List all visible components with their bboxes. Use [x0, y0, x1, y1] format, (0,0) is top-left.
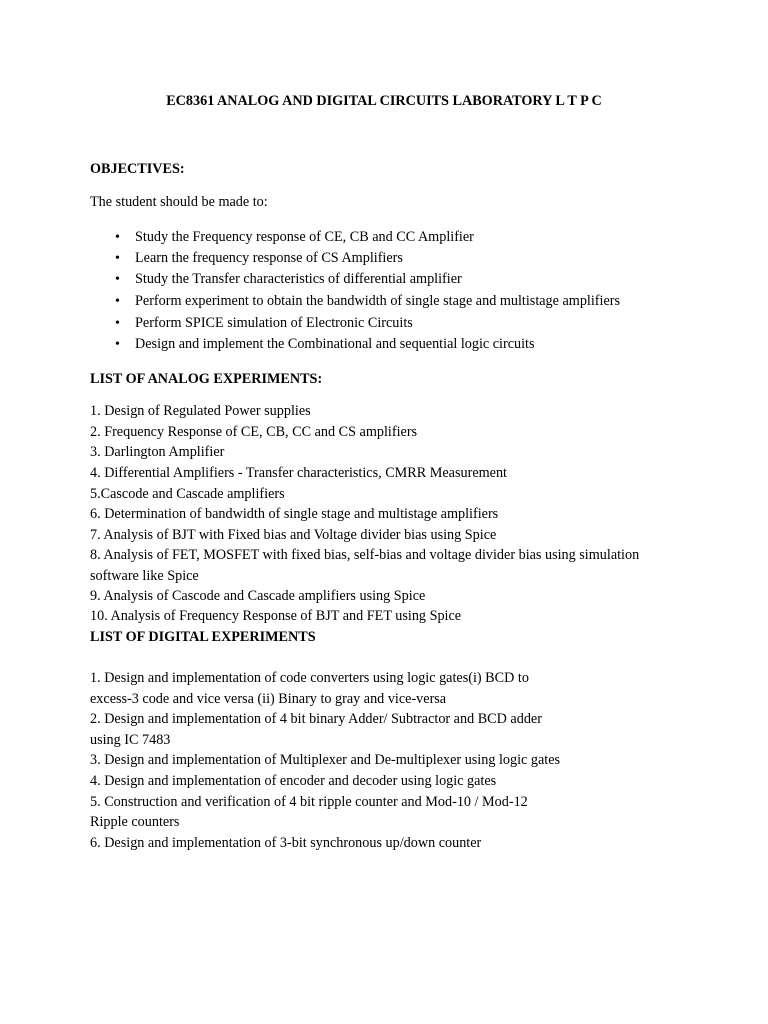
digital-experiment-line: 2. Design and implementation of 4 bit binary Adder/ Subtractor and BCD adder	[90, 711, 542, 727]
analog-experiment-line: software like Spice	[90, 568, 199, 584]
objective-item: Learn the frequency response of CS Amplifiers	[135, 250, 403, 266]
analog-experiment-line: 3. Darlington Amplifier	[90, 444, 225, 460]
digital-experiment-line: using IC 7483	[90, 732, 171, 748]
digital-experiment-line: 3. Design and implementation of Multiplexer and De-multiplexer using logic gates	[90, 752, 561, 768]
bullet-icon: •	[115, 294, 120, 309]
bullet-icon: •	[115, 316, 120, 331]
digital-experiments-heading: LIST OF DIGITAL EXPERIMENTS	[90, 629, 316, 645]
analog-experiments-heading: LIST OF ANALOG EXPERIMENTS:	[90, 371, 323, 387]
digital-experiment-line: 1. Design and implementation of code converters using logic gates(i) BCD to	[90, 670, 529, 686]
objectives-intro: The student should be made to:	[90, 194, 268, 210]
objective-item: Design and implement the Combinational and sequential logic circuits	[135, 336, 535, 352]
bullet-icon: •	[115, 272, 120, 287]
objectives-heading: OBJECTIVES:	[90, 161, 185, 177]
analog-experiment-line: 5.Cascode and Cascade amplifiers	[90, 486, 285, 502]
digital-experiment-line: 4. Design and implementation of encoder and decoder using logic gates	[90, 773, 497, 789]
digital-experiment-line: 6. Design and implementation of 3-bit synchronous up/down counter	[90, 835, 482, 851]
objective-item: Perform SPICE simulation of Electronic Circuits	[135, 315, 413, 331]
bullet-icon: •	[115, 251, 120, 266]
document-title: EC8361 ANALOG AND DIGITAL CIRCUITS LABORATORY L T P C	[166, 93, 602, 109]
analog-experiment-line: 8. Analysis of FET, MOSFET with fixed bias, self-bias and voltage divider bias using simulation	[90, 547, 640, 563]
analog-experiment-line: 9. Analysis of Cascode and Cascade amplifiers using Spice	[90, 588, 426, 604]
digital-experiment-line: Ripple counters	[90, 814, 180, 830]
digital-experiment-line: 5. Construction and verification of 4 bit ripple counter and Mod-10 / Mod-12	[90, 794, 528, 810]
analog-experiment-line: 6. Determination of bandwidth of single stage and multistage amplifiers	[90, 506, 499, 522]
bullet-icon: •	[115, 337, 120, 352]
digital-experiment-line: excess-3 code and vice versa (ii) Binary to gray and vice-versa	[90, 691, 447, 707]
analog-experiment-line: 4. Differential Amplifiers - Transfer characteristics, CMRR Measurement	[90, 465, 507, 481]
analog-experiment-line: 7. Analysis of BJT with Fixed bias and Voltage divider bias using Spice	[90, 527, 497, 543]
analog-experiment-line: 10. Analysis of Frequency Response of BJT and FET using Spice	[90, 608, 462, 624]
objective-item: Study the Frequency response of CE, CB and CC Amplifier	[135, 229, 474, 245]
analog-experiment-line: 2. Frequency Response of CE, CB, CC and CS amplifiers	[90, 424, 418, 440]
analog-experiment-line: 1. Design of Regulated Power supplies	[90, 403, 311, 419]
objective-item: Perform experiment to obtain the bandwidth of single stage and multistage amplifiers	[135, 293, 621, 309]
objective-item: Study the Transfer characteristics of differential amplifier	[135, 271, 462, 287]
bullet-icon: •	[115, 230, 120, 245]
